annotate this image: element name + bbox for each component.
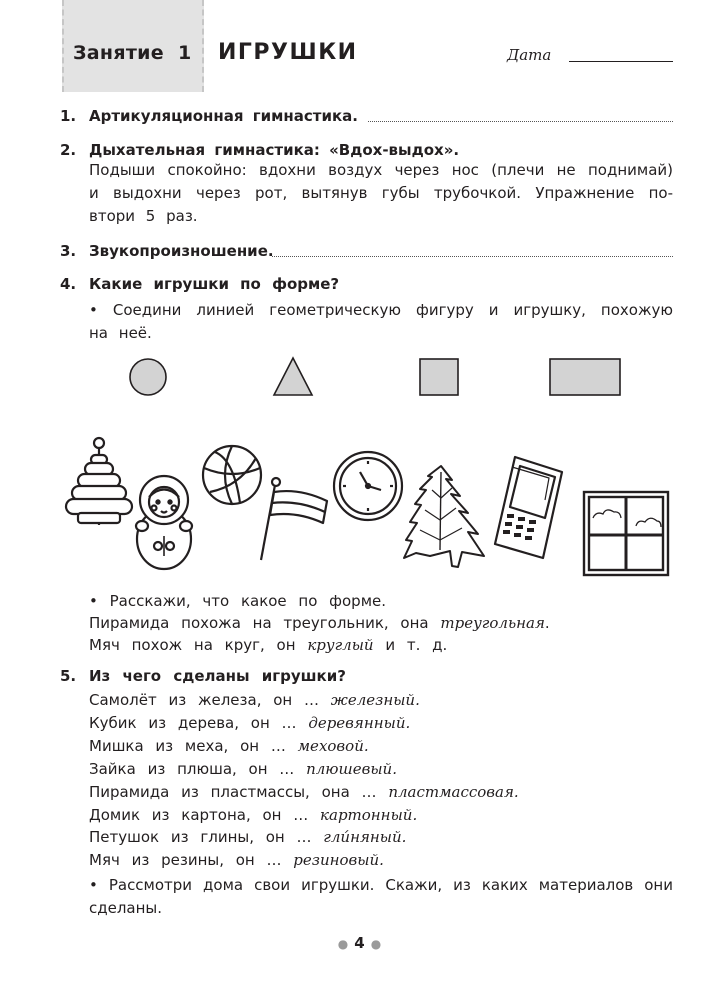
section-4-instruction-line: • Соедини линией геометрическую фигуру и игрушку, похожую bbox=[89, 301, 673, 319]
final-instruction-line: сделаны. bbox=[89, 899, 163, 917]
tell-line: Пирамида похожа на треугольник, она треугольная. bbox=[89, 614, 550, 632]
matryoshka-roly-poly-icon bbox=[136, 476, 192, 569]
square-icon bbox=[420, 359, 458, 395]
fir-tree-icon bbox=[404, 466, 484, 567]
window-icon bbox=[584, 492, 668, 575]
material-line: Мишка из меха, он … меховой. bbox=[89, 737, 369, 755]
material-line: Зайка из плюша, он … плюшевый. bbox=[89, 760, 397, 778]
section-1-title: Артикуляционная гимнастика. bbox=[89, 107, 358, 125]
section-4-number: 4. bbox=[60, 275, 77, 293]
tell-line: Мяч похож на круг, он круглый и т. д. bbox=[89, 636, 448, 654]
section-4-instruction-line: на неё. bbox=[89, 324, 152, 342]
section-3-title: Звукопроизношение. bbox=[89, 242, 274, 260]
material-line: Мяч из резины, он … резиновый. bbox=[89, 851, 384, 869]
lesson-label: Занятие bbox=[73, 42, 164, 64]
clock-icon bbox=[334, 452, 402, 520]
mobile-phone-icon bbox=[495, 457, 562, 558]
section-2-text-line: Подыши спокойно: вдохни воздух через нос (плечи не поднимай) bbox=[89, 161, 673, 179]
final-instruction-line: • Рассмотри дома свои игрушки. Скажи, из каких материалов они bbox=[89, 876, 673, 894]
section-2-number: 2. bbox=[60, 141, 77, 159]
section-3-number: 3. bbox=[60, 242, 77, 260]
material-line: Кубик из дерева, он … деревянный. bbox=[89, 714, 411, 732]
rectangle-icon bbox=[550, 359, 620, 395]
material-line: Домик из картона, он … картонный. bbox=[89, 806, 418, 824]
section-2-text-line: втори 5 раз. bbox=[89, 207, 198, 225]
triangle-icon bbox=[274, 358, 312, 395]
pyramid-toy-icon bbox=[66, 438, 132, 525]
lesson-title: ИГРУШКИ bbox=[218, 40, 358, 65]
page-number: ● 4 ● bbox=[337, 934, 382, 952]
material-line: Самолёт из железа, он … железный. bbox=[89, 691, 420, 709]
date-label: Дата bbox=[507, 46, 552, 64]
circle-icon bbox=[130, 359, 166, 395]
section-2-title: Дыхательная гимнастика: «Вдох-выдох». bbox=[89, 141, 460, 159]
section-5-number: 5. bbox=[60, 667, 77, 685]
lesson-number: 1 bbox=[178, 42, 192, 64]
ball-icon bbox=[203, 446, 261, 504]
section-4-title: Какие игрушки по форме? bbox=[89, 275, 340, 293]
section-5-title: Из чего сделаны игрушки? bbox=[89, 667, 346, 685]
section-1-number: 1. bbox=[60, 107, 77, 125]
material-line: Петушок из глины, он … гли́няный. bbox=[89, 828, 407, 846]
tell-line: • Расскажи, что какое по форме. bbox=[89, 592, 387, 610]
section-2-text-line: и выдохни через рот, вытянув губы трубочкой. Упражнение по- bbox=[89, 184, 673, 202]
flag-icon bbox=[261, 478, 327, 560]
material-line: Пирамида из пластмассы, она … пластмассовая. bbox=[89, 783, 519, 801]
